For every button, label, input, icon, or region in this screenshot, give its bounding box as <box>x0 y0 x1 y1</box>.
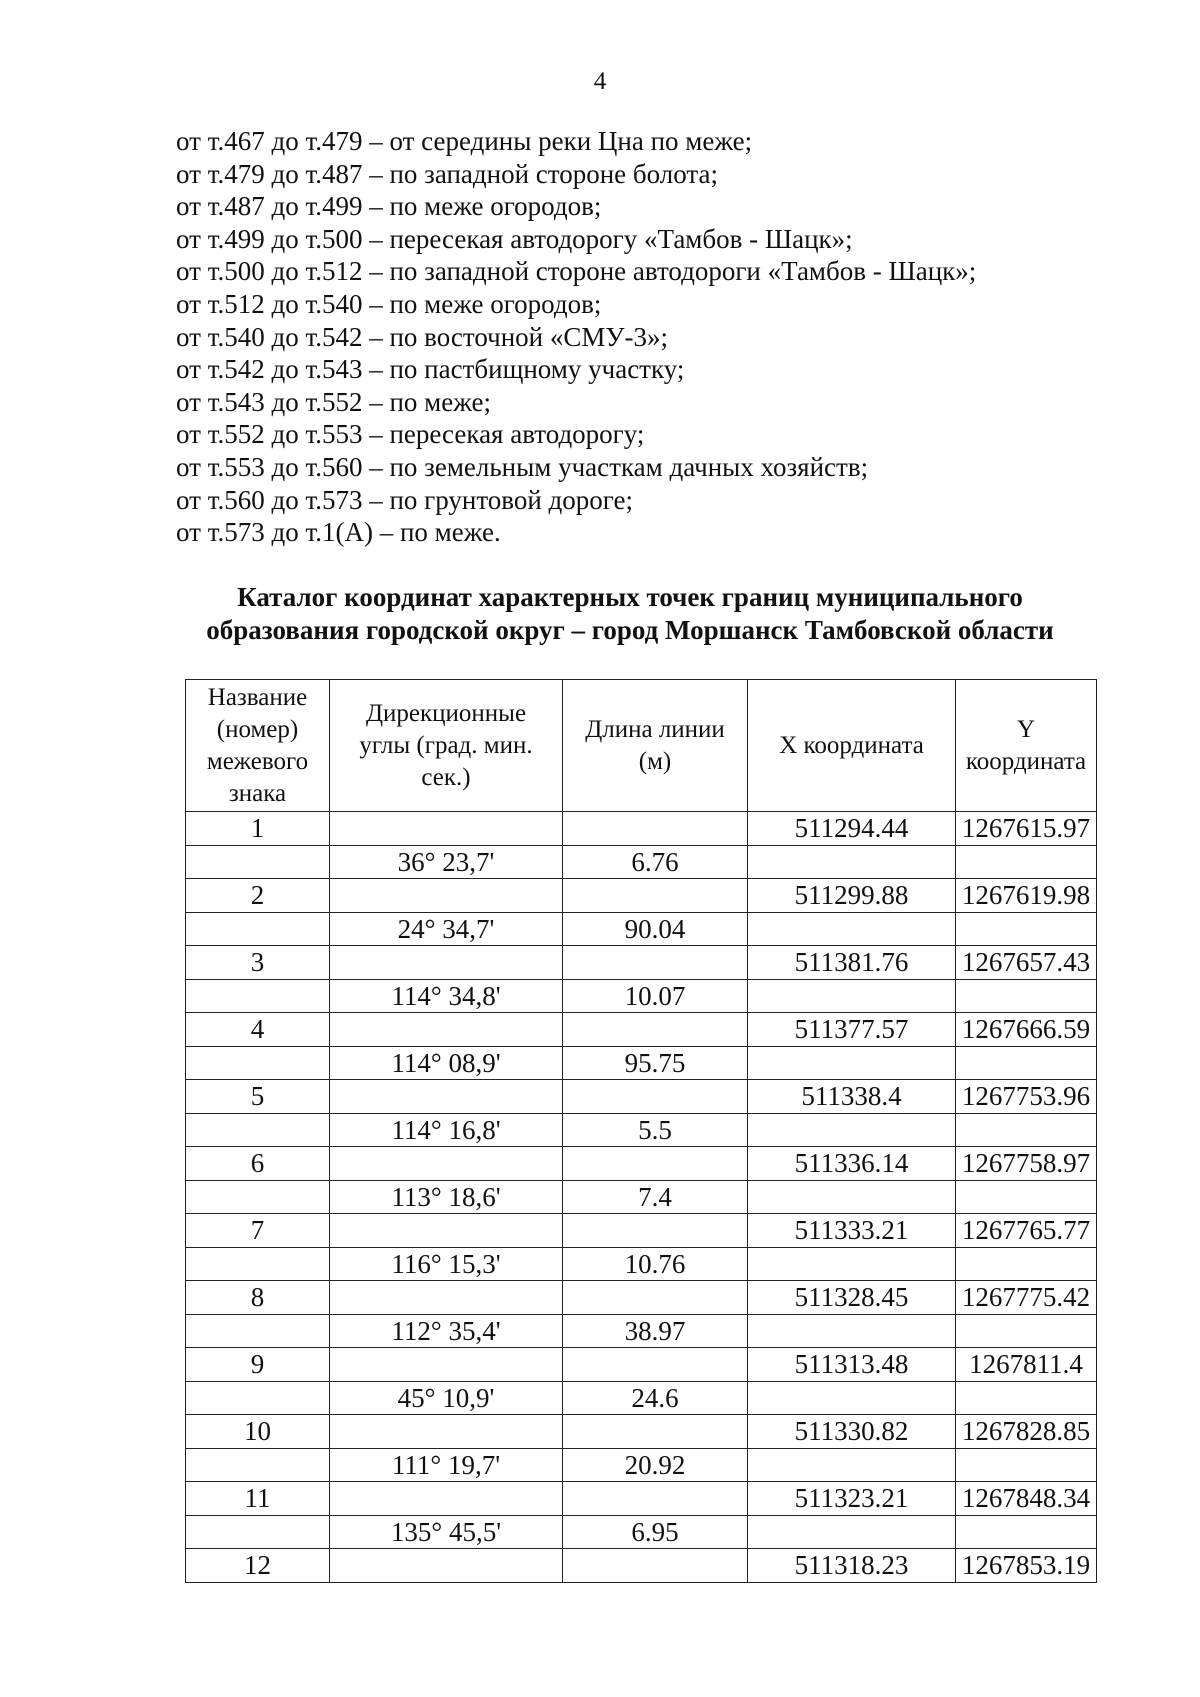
cell-x-coordinate: 511330.82 <box>748 1415 956 1449</box>
table-row <box>186 1080 1097 1114</box>
cell-point-name: 10 <box>186 1415 330 1449</box>
cell-direction-angle: 114° 16,8' <box>330 1113 563 1147</box>
cell-y-coordinate <box>956 1381 1097 1415</box>
cell-y-coordinate <box>956 1247 1097 1281</box>
cell-x-coordinate <box>748 845 956 879</box>
cell-direction-angle <box>330 1214 563 1248</box>
cell-y-coordinate <box>956 1046 1097 1080</box>
cell-point-name <box>186 979 330 1013</box>
table-body <box>186 812 1097 1583</box>
catalog-title-line-2: образования городской округ – город Моршанск Тамбовской области <box>206 615 1054 645</box>
table-row <box>186 1113 1097 1147</box>
cell-y-coordinate: 1267853.19 <box>956 1549 1097 1583</box>
cell-point-name <box>186 845 330 879</box>
boundary-line: от т.479 до т.487 – по западной стороне болота; <box>176 158 719 189</box>
header-name: Название (номер) межевого знака <box>186 680 330 812</box>
catalog-title-line-1: Каталог координат характерных точек границ муниципального <box>237 582 1023 612</box>
cell-x-coordinate <box>748 1180 956 1214</box>
cell-x-coordinate: 511338.4 <box>748 1080 956 1114</box>
cell-y-coordinate: 1267615.97 <box>956 812 1097 846</box>
cell-direction-angle <box>330 1549 563 1583</box>
boundary-line: от т.499 до т.500 – пересекая автодорогу «Тамбов - Шацк»; <box>176 223 853 254</box>
cell-direction-angle: 114° 08,9' <box>330 1046 563 1080</box>
cell-direction-angle <box>330 879 563 913</box>
table-row <box>186 1381 1097 1415</box>
cell-direction-angle <box>330 1415 563 1449</box>
cell-y-coordinate: 1267619.98 <box>956 879 1097 913</box>
cell-point-name <box>186 1515 330 1549</box>
cell-x-coordinate: 511313.48 <box>748 1348 956 1382</box>
cell-x-coordinate <box>748 1314 956 1348</box>
cell-direction-angle: 24° 34,7' <box>330 912 563 946</box>
cell-x-coordinate: 511328.45 <box>748 1281 956 1315</box>
cell-y-coordinate <box>956 1113 1097 1147</box>
cell-y-coordinate: 1267753.96 <box>956 1080 1097 1114</box>
boundary-line: от т.500 до т.512 – по западной стороне автодороги «Тамбов - Шацк»; <box>176 256 977 287</box>
cell-y-coordinate <box>956 1314 1097 1348</box>
table-header-row <box>186 680 1097 812</box>
cell-direction-angle <box>330 946 563 980</box>
cell-line-length <box>563 1214 748 1248</box>
cell-y-coordinate: 1267758.97 <box>956 1147 1097 1181</box>
table-row <box>186 1415 1097 1449</box>
page-number: 4 <box>593 68 607 95</box>
cell-line-length: 6.95 <box>563 1515 748 1549</box>
cell-x-coordinate: 511381.76 <box>748 946 956 980</box>
table-row <box>186 845 1097 879</box>
cell-point-name <box>186 1113 330 1147</box>
cell-line-length: 38.97 <box>563 1314 748 1348</box>
cell-direction-angle <box>330 1348 563 1382</box>
cell-point-name <box>186 1448 330 1482</box>
cell-line-length <box>563 1415 748 1449</box>
cell-point-name: 4 <box>186 1013 330 1047</box>
cell-point-name <box>186 912 330 946</box>
table-row <box>186 1549 1097 1583</box>
cell-line-length: 24.6 <box>563 1381 748 1415</box>
cell-y-coordinate <box>956 1515 1097 1549</box>
boundary-line: от т.573 до т.1(А) – по меже. <box>176 517 501 548</box>
cell-y-coordinate <box>956 1180 1097 1214</box>
cell-y-coordinate: 1267811.4 <box>956 1348 1097 1382</box>
cell-line-length <box>563 879 748 913</box>
cell-line-length: 6.76 <box>563 845 748 879</box>
cell-y-coordinate: 1267657.43 <box>956 946 1097 980</box>
cell-x-coordinate: 511323.21 <box>748 1482 956 1516</box>
table-row <box>186 1281 1097 1315</box>
cell-direction-angle: 113° 18,6' <box>330 1180 563 1214</box>
cell-direction-angle <box>330 1013 563 1047</box>
cell-x-coordinate: 511294.44 <box>748 812 956 846</box>
cell-x-coordinate: 511336.14 <box>748 1147 956 1181</box>
cell-direction-angle <box>330 812 563 846</box>
cell-line-length <box>563 1348 748 1382</box>
cell-line-length: 20.92 <box>563 1448 748 1482</box>
cell-y-coordinate <box>956 912 1097 946</box>
table-row <box>186 879 1097 913</box>
cell-line-length <box>563 1549 748 1583</box>
cell-line-length: 10.76 <box>563 1247 748 1281</box>
boundary-line: от т.553 до т.560 – по земельным участкам дачных хозяйств; <box>176 451 869 482</box>
cell-x-coordinate <box>748 1247 956 1281</box>
cell-point-name <box>186 1314 330 1348</box>
cell-point-name: 6 <box>186 1147 330 1181</box>
cell-y-coordinate: 1267848.34 <box>956 1482 1097 1516</box>
table-row <box>186 1180 1097 1214</box>
table-row <box>186 1448 1097 1482</box>
cell-line-length: 5.5 <box>563 1113 748 1147</box>
cell-line-length <box>563 1080 748 1114</box>
cell-line-length <box>563 1147 748 1181</box>
cell-direction-angle: 116° 15,3' <box>330 1247 563 1281</box>
cell-point-name <box>186 1046 330 1080</box>
catalog-title <box>150 581 1110 647</box>
cell-y-coordinate: 1267775.42 <box>956 1281 1097 1315</box>
cell-x-coordinate: 511333.21 <box>748 1214 956 1248</box>
table-row <box>186 1214 1097 1248</box>
cell-line-length <box>563 946 748 980</box>
table-row <box>186 946 1097 980</box>
cell-line-length: 95.75 <box>563 1046 748 1080</box>
table-row <box>186 1046 1097 1080</box>
cell-line-length: 7.4 <box>563 1180 748 1214</box>
cell-point-name <box>186 1180 330 1214</box>
cell-x-coordinate: 511299.88 <box>748 879 956 913</box>
cell-line-length <box>563 1013 748 1047</box>
cell-direction-angle: 111° 19,7' <box>330 1448 563 1482</box>
boundary-line: от т.543 до т.552 – по меже; <box>176 386 492 417</box>
cell-point-name: 3 <box>186 946 330 980</box>
cell-point-name: 5 <box>186 1080 330 1114</box>
cell-point-name <box>186 1247 330 1281</box>
cell-x-coordinate: 511377.57 <box>748 1013 956 1047</box>
table-row <box>186 1314 1097 1348</box>
cell-y-coordinate: 1267765.77 <box>956 1214 1097 1248</box>
boundary-line: от т.542 до т.543 – по пастбищному участку; <box>176 354 685 385</box>
cell-y-coordinate: 1267828.85 <box>956 1415 1097 1449</box>
cell-point-name: 1 <box>186 812 330 846</box>
cell-x-coordinate <box>748 912 956 946</box>
header-length: Длина линии (м) <box>563 680 748 812</box>
cell-point-name: 2 <box>186 879 330 913</box>
cell-direction-angle: 112° 35,4' <box>330 1314 563 1348</box>
cell-y-coordinate: 1267666.59 <box>956 1013 1097 1047</box>
cell-direction-angle: 135° 45,5' <box>330 1515 563 1549</box>
cell-x-coordinate <box>748 1113 956 1147</box>
boundary-description-list <box>176 125 976 549</box>
table-row <box>186 1482 1097 1516</box>
cell-line-length: 90.04 <box>563 912 748 946</box>
cell-x-coordinate: 511318.23 <box>748 1549 956 1583</box>
cell-point-name: 9 <box>186 1348 330 1382</box>
cell-direction-angle: 45° 10,9' <box>330 1381 563 1415</box>
cell-direction-angle <box>330 1482 563 1516</box>
cell-point-name: 11 <box>186 1482 330 1516</box>
header-x: X координата <box>748 680 956 812</box>
table-row <box>186 912 1097 946</box>
boundary-line: от т.487 до т.499 – по меже огородов; <box>176 191 602 222</box>
coordinate-catalog-table <box>185 679 1097 1583</box>
table-row <box>186 979 1097 1013</box>
table-row <box>186 1013 1097 1047</box>
cell-direction-angle <box>330 1147 563 1181</box>
cell-x-coordinate <box>748 1515 956 1549</box>
header-angles: Дирекционные углы (град. мин. сек.) <box>330 680 563 812</box>
cell-line-length <box>563 1281 748 1315</box>
cell-x-coordinate <box>748 979 956 1013</box>
cell-point-name: 12 <box>186 1549 330 1583</box>
cell-direction-angle <box>330 1281 563 1315</box>
cell-line-length <box>563 1482 748 1516</box>
table-row <box>186 812 1097 846</box>
cell-y-coordinate <box>956 845 1097 879</box>
boundary-line: от т.540 до т.542 – по восточной «СМУ-3»; <box>176 321 668 352</box>
cell-line-length <box>563 812 748 846</box>
boundary-line: от т.512 до т.540 – по меже огородов; <box>176 288 602 319</box>
table-row <box>186 1247 1097 1281</box>
cell-direction-angle <box>330 1080 563 1114</box>
table-row <box>186 1147 1097 1181</box>
table-row <box>186 1348 1097 1382</box>
boundary-line: от т.552 до т.553 – пересекая автодорогу; <box>176 419 645 450</box>
cell-line-length: 10.07 <box>563 979 748 1013</box>
cell-y-coordinate <box>956 1448 1097 1482</box>
cell-point-name: 8 <box>186 1281 330 1315</box>
boundary-line: от т.560 до т.573 – по грунтовой дороге; <box>176 484 633 515</box>
cell-point-name <box>186 1381 330 1415</box>
cell-y-coordinate <box>956 979 1097 1013</box>
boundary-line: от т.467 до т.479 – от середины реки Цна по меже; <box>176 126 753 156</box>
table-row <box>186 1515 1097 1549</box>
cell-x-coordinate <box>748 1046 956 1080</box>
cell-x-coordinate <box>748 1381 956 1415</box>
cell-point-name: 7 <box>186 1214 330 1248</box>
cell-direction-angle: 36° 23,7' <box>330 845 563 879</box>
cell-direction-angle: 114° 34,8' <box>330 979 563 1013</box>
cell-x-coordinate <box>748 1448 956 1482</box>
header-y: Y координата <box>956 680 1097 812</box>
